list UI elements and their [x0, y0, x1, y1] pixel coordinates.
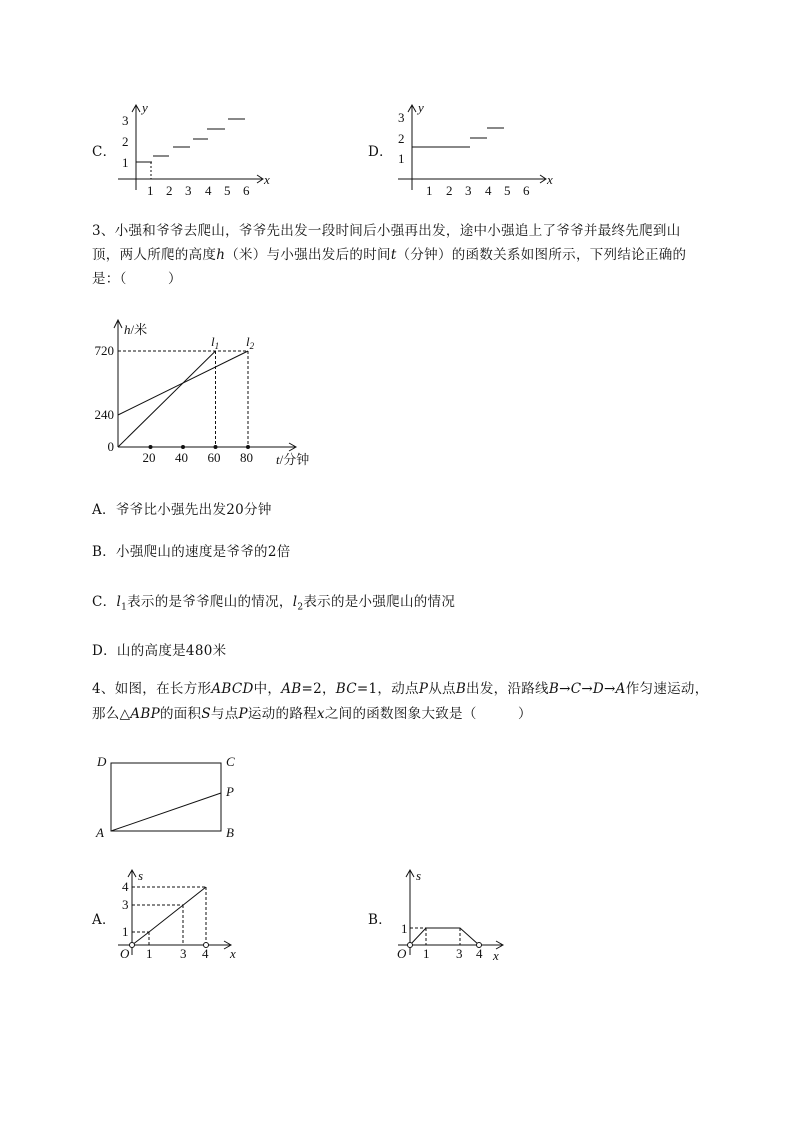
x-tick: 4 [205, 183, 212, 198]
q4-number: 4、 [92, 681, 115, 697]
y-tick: 1 [122, 924, 129, 939]
label-c: C [226, 754, 235, 769]
var: S [201, 706, 211, 722]
option-d-label: D． [368, 144, 393, 160]
y-tick: 3 [122, 113, 129, 128]
y-tick: 3 [398, 110, 405, 125]
label-d: D [97, 754, 107, 769]
q4-text: 中， [253, 681, 282, 697]
var: x [316, 706, 325, 722]
x-tick: 1 [147, 183, 154, 198]
label-p: P [226, 784, 234, 799]
x-tick: 1 [146, 946, 153, 961]
x-axis-label: x [493, 948, 499, 963]
y-tick-label: 720 [94, 343, 114, 358]
y-axis-label: y [142, 100, 148, 115]
y-axis-label: h/米 [124, 322, 148, 337]
y-tick: 4 [122, 879, 129, 894]
x-tick: 2 [446, 183, 453, 198]
q3-var-h: h [216, 247, 226, 263]
y-tick: 3 [122, 897, 129, 912]
l1-label: $l_1$ [211, 334, 220, 351]
subscript: 2 [297, 602, 304, 613]
var: BC [335, 681, 357, 697]
y-axis-label: s [138, 868, 144, 883]
x-tick: 1 [426, 183, 433, 198]
l-symbol: l [116, 594, 122, 610]
q4-text: 之间的函数图象大致是（ ） [324, 706, 532, 722]
x-tick: 3 [456, 946, 463, 961]
q4-text: 与点 [210, 706, 239, 722]
x-tick: 6 [523, 183, 530, 198]
q4-text: =2， [301, 681, 336, 697]
q3-text: （分钟）的函数关系如图所示，下列结论正确的 [396, 247, 687, 263]
q3-option-b[interactable]: B．小强爬山的速度是爷爷的2倍 [92, 544, 291, 560]
q4-text: 出发，沿路线 [466, 681, 549, 697]
q3-number: 3、 [92, 223, 115, 239]
l-symbol: l [292, 594, 298, 610]
x-tick-label: 20 [142, 450, 156, 465]
y-tick: 2 [122, 134, 129, 149]
x-tick-label: 80 [240, 450, 253, 465]
x-tick: 2 [166, 183, 173, 198]
q4-text: 如图，在长方形 [114, 681, 212, 697]
label-a: A [96, 825, 104, 840]
var: ABCD [211, 681, 254, 697]
q3-option-a[interactable]: A．爷爷比小强先出发20分钟 [92, 502, 272, 518]
y-tick: 1 [401, 921, 408, 936]
q3-var-t: t [390, 247, 397, 263]
x-tick: 3 [185, 183, 192, 198]
q4-text: =1，动点 [356, 681, 419, 697]
var: P [238, 706, 248, 722]
q4-text: 那么△ [92, 706, 131, 722]
origin-label: O [397, 946, 407, 961]
var: AB [281, 681, 302, 697]
x-axis-label: x [264, 172, 270, 187]
x-tick: 5 [224, 183, 231, 198]
x-tick: 6 [243, 183, 250, 198]
q4-text: 从点 [428, 681, 456, 697]
q3-text: （米）与小强出发后的时间 [225, 247, 391, 263]
y-tick: 2 [398, 131, 405, 146]
var: B [455, 681, 467, 697]
x-tick-label: 60 [207, 450, 221, 465]
y-tick: 1 [398, 151, 405, 166]
y-tick-label: 240 [94, 407, 114, 422]
q4-option-b-label[interactable]: B． [368, 912, 393, 928]
x-tick: 4 [202, 946, 209, 961]
x-tick-label: 40 [175, 450, 188, 465]
x-tick: 1 [423, 946, 430, 961]
label-b: B [226, 825, 234, 840]
origin-point [408, 943, 413, 948]
var: ABP [130, 706, 160, 722]
q3-text: 小强和爷爷去爬山，爷爷先出发一段时间后小强再出发，途中小强追上了爷爷并最终先爬到山 [114, 223, 681, 239]
q4-option-a-label[interactable]: A． [92, 912, 116, 928]
x-tick: 3 [180, 946, 187, 961]
graph-line [410, 928, 479, 945]
x-axis-label: t/分钟 [276, 452, 310, 467]
q3-option-c-text: 表示的是爷爷爬山的情况， [127, 594, 293, 610]
x-axis-label: x [547, 172, 553, 187]
subscript: 1 [121, 602, 128, 613]
x-tick: 4 [485, 183, 492, 198]
l2-label: $l_2$ [246, 334, 255, 351]
option-c-label: C． [92, 144, 117, 160]
q3-text: 顶，两人所爬的高度 [92, 247, 217, 263]
y-axis-label: s [416, 868, 422, 883]
y-axis-label: y [418, 100, 424, 115]
q3-stem-line3: 是：（ ） [92, 271, 182, 287]
origin-label: O [120, 946, 130, 961]
var: B→C→D→A [548, 681, 626, 697]
y-tick-label: 0 [107, 439, 114, 454]
q3-option-c-prefix: C． [92, 594, 117, 610]
x-tick: 5 [504, 183, 511, 198]
q3-option-c-text: 表示的是小强爬山的情况 [303, 594, 456, 610]
x-tick: 3 [465, 183, 472, 198]
q4-text: 的面积 [159, 706, 202, 722]
q4-text: 运动的路程 [247, 706, 317, 722]
x-tick: 4 [476, 946, 483, 961]
q4-text: 作匀速运动， [625, 681, 709, 697]
y-tick: 1 [122, 155, 129, 170]
var: P [418, 681, 429, 697]
x-axis-label: x [230, 946, 236, 961]
q3-option-d[interactable]: D．山的高度是480米 [92, 643, 227, 659]
